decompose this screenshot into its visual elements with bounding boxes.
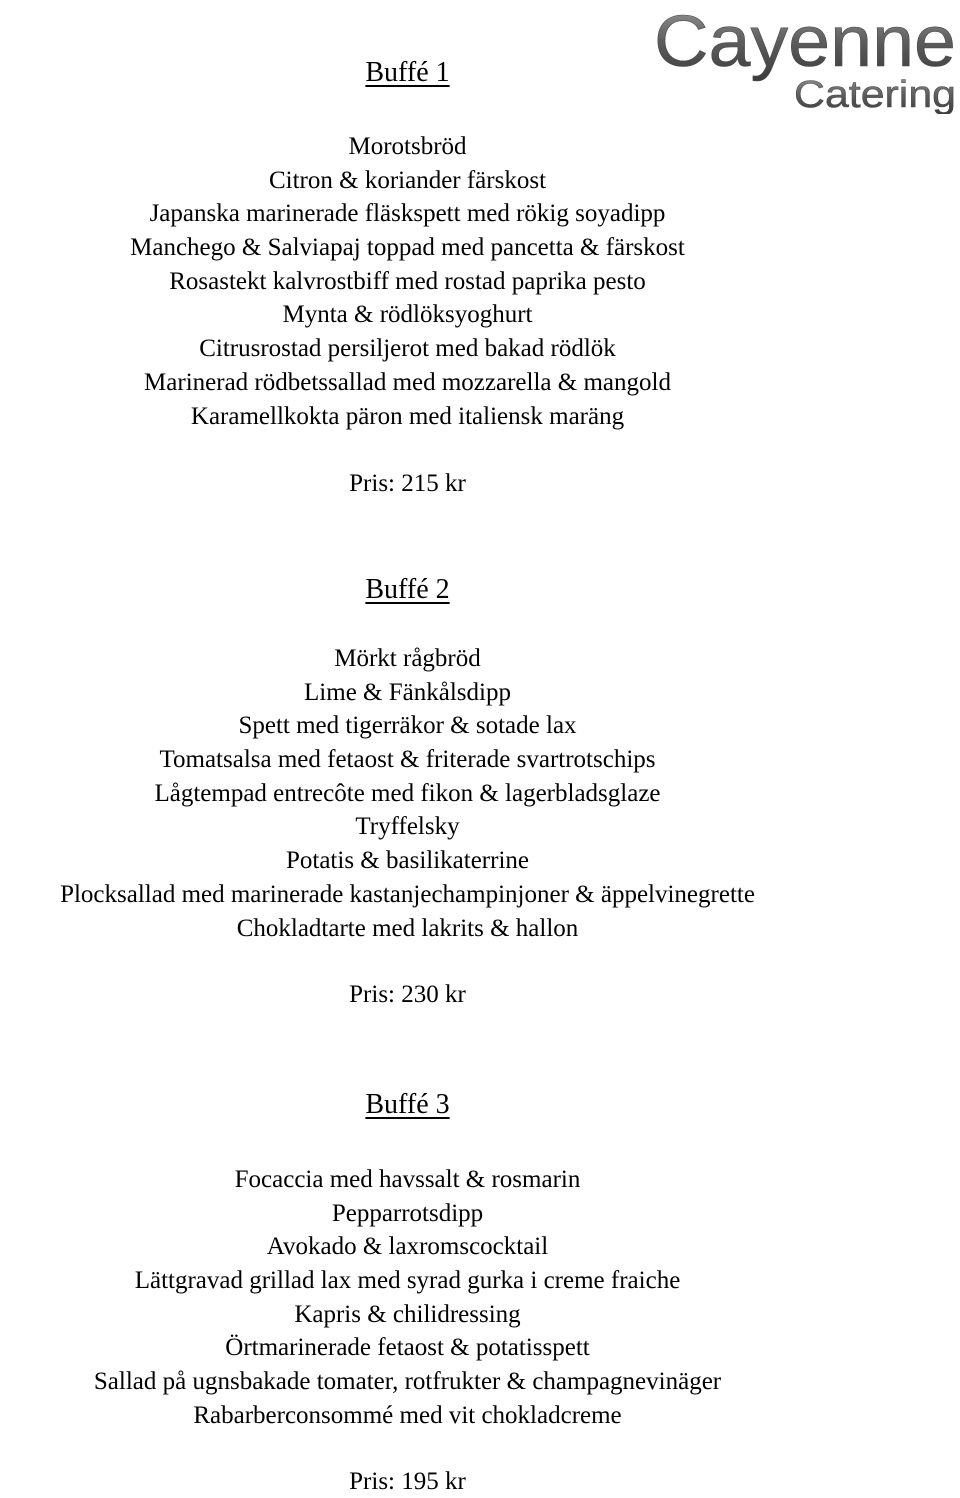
menu-item: Kapris & chilidressing bbox=[294, 1300, 521, 1328]
menu-item: Focaccia med havssalt & rosmarin bbox=[234, 1166, 581, 1193]
menu-item: Potatis & basilikaterrine bbox=[285, 847, 529, 875]
menu-price: Pris: 195 kr bbox=[349, 1468, 466, 1495]
menu-item: Karamellkokta päron med italiensk maräng bbox=[190, 402, 625, 430]
menu-items bbox=[0, 130, 815, 433]
menu-item: Avokado & laxromscocktail bbox=[266, 1233, 549, 1261]
menu-item: Citron & koriander färskost bbox=[268, 166, 547, 194]
menu-item: Rosastekt kalvrostbiff med rostad paprika pesto bbox=[169, 267, 646, 295]
menu-item: Tryffelsky bbox=[355, 813, 460, 841]
menu-item: Manchego & Salviapaj toppad med pancetta & färskost bbox=[130, 234, 685, 262]
menu-item: Mörkt rågbröd bbox=[334, 645, 481, 672]
menu-title: Buffé 3 bbox=[365, 1089, 450, 1120]
menu-item: Lime & Fänkålsdipp bbox=[304, 678, 511, 706]
menu-item: Mynta & rödlöksyoghurt bbox=[282, 301, 533, 329]
menu-item: Marinerad rödbetssallad med mozzarella & mangold bbox=[144, 368, 671, 396]
menu-item: Lättgravad grillad lax med syrad gurka i creme fraiche bbox=[134, 1267, 681, 1295]
menu-title: Buffé 2 bbox=[365, 574, 450, 605]
menu-item: Spett med tigerräkor & sotade lax bbox=[238, 712, 577, 740]
menu-item: Morotsbröd bbox=[348, 133, 467, 160]
logo-subtitle: Catering bbox=[794, 74, 956, 114]
menu-items bbox=[0, 642, 815, 945]
menu-item: Citrusrostad persiljerot med bakad rödlök bbox=[199, 335, 616, 363]
logo-wordmark: Cayenne bbox=[654, 2, 956, 82]
menu-item: Chokladtarte med lakrits & hallon bbox=[236, 914, 579, 942]
menu-item: Sallad på ugnsbakade tomater, rotfrukter & champagnevinäger bbox=[93, 1368, 722, 1396]
menu-item: Japanska marinerade fläskspett med rökig soyadipp bbox=[149, 200, 666, 228]
menu-item: Pepparrotsdipp bbox=[331, 1199, 484, 1227]
menu-item: Rabarberconsommé med vit chokladcreme bbox=[193, 1401, 622, 1429]
menu-item: Plocksallad med marinerade kastanjechampinjoner & äppelvinegrette bbox=[60, 880, 755, 908]
menu-item: Örtmarinerade fetaost & potatisspett bbox=[225, 1334, 590, 1362]
menu-item: Tomatsalsa med fetaost & friterade svartrotschips bbox=[159, 746, 656, 774]
menu-price: Pris: 230 kr bbox=[349, 981, 466, 1008]
menu-price: Pris: 215 kr bbox=[349, 470, 466, 497]
menu-item: Lågtempad entrecôte med fikon & lagerbladsglaze bbox=[154, 779, 661, 807]
menu-title: Buffé 1 bbox=[365, 57, 450, 88]
menu-items bbox=[0, 1163, 815, 1433]
